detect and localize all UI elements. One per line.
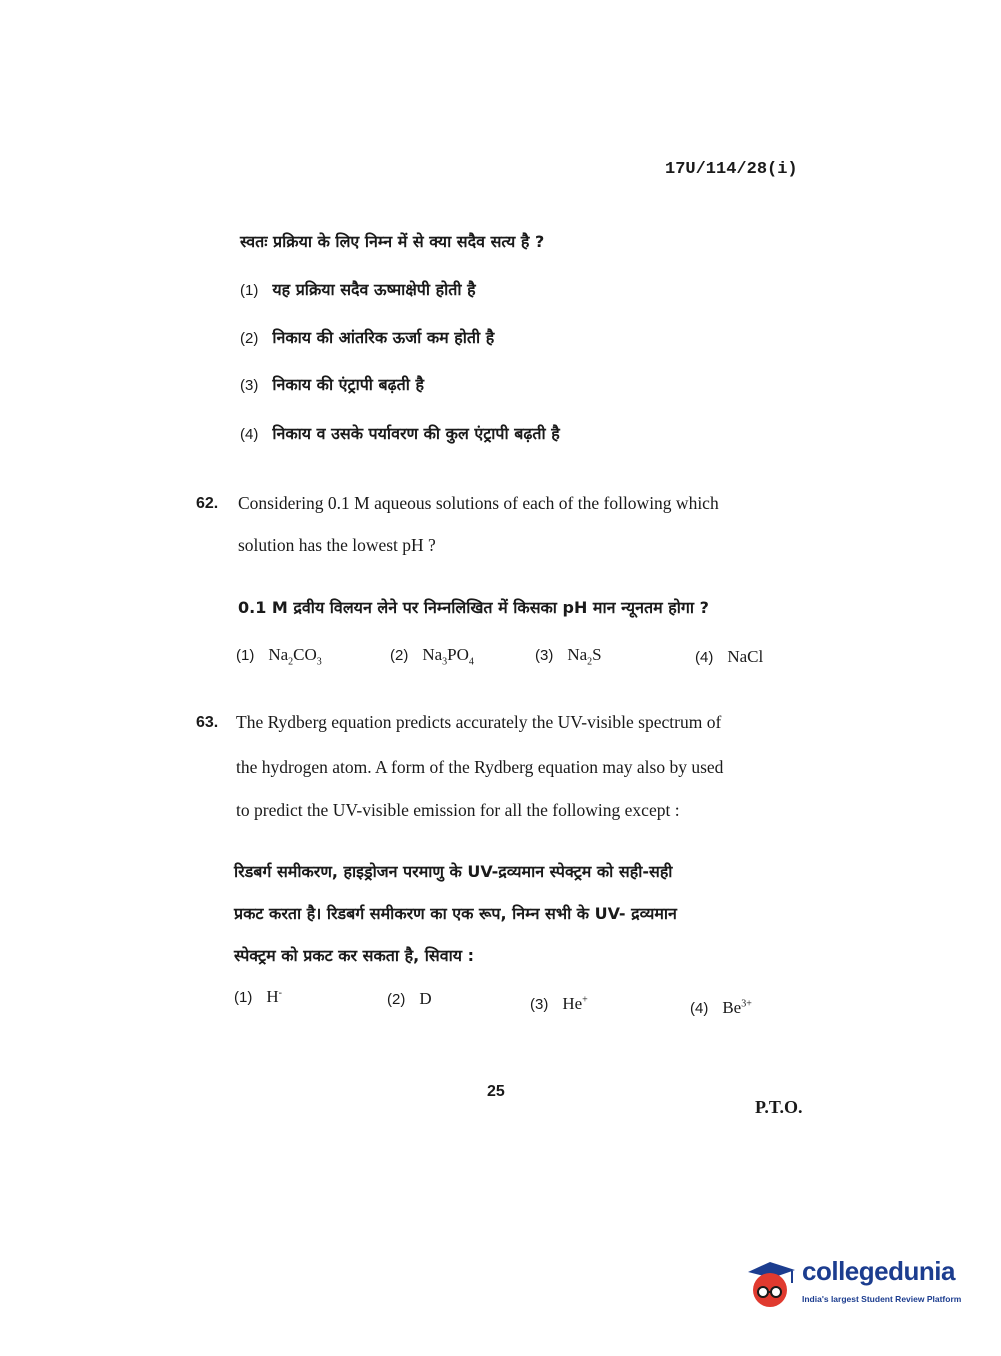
option-number: (4) bbox=[690, 1000, 709, 1017]
q63-option-1 bbox=[234, 987, 282, 1007]
page-number: 25 bbox=[487, 1083, 505, 1100]
formula-base: Na bbox=[268, 645, 289, 664]
q61-hindi-stem: स्वतः प्रक्रिया के लिए निम्न में से क्या सदैव सत्य है ? bbox=[240, 232, 545, 251]
q63-option-2 bbox=[387, 989, 432, 1009]
q62-english-line-1: Considering 0.1 M aqueous solutions of each of the following which bbox=[238, 493, 719, 513]
formula-mid: S bbox=[592, 645, 602, 664]
species: Be bbox=[722, 998, 742, 1017]
formula-sub: 3 bbox=[316, 656, 322, 668]
student-mascot-icon bbox=[740, 1250, 800, 1315]
option-number: (3) bbox=[530, 996, 549, 1013]
species-charge: + bbox=[582, 994, 588, 1006]
q62-hindi-line: 0.1 M द्रवीय विलयन लेने पर निम्नलिखित में किसका pH मान न्यूनतम होगा ? bbox=[238, 598, 709, 617]
paper-code: 17U/114/28(i) bbox=[665, 160, 798, 179]
q63-english-line-1: The Rydberg equation predicts accurately the UV-visible spectrum of bbox=[236, 712, 722, 732]
q62-option-2 bbox=[390, 645, 474, 667]
formula-mid: PO bbox=[447, 645, 469, 664]
option-text: निकाय की आंतरिक ऊर्जा कम होती है bbox=[272, 328, 495, 347]
species-charge: 3+ bbox=[741, 998, 752, 1010]
option-number: (1) bbox=[234, 989, 253, 1006]
pto-label: P.T.O. bbox=[755, 1097, 803, 1117]
formula-sub: 4 bbox=[468, 656, 474, 668]
q62-english-line-2: solution has the lowest pH ? bbox=[238, 535, 436, 555]
option-number: (4) bbox=[695, 649, 714, 666]
option-text: निकाय व उसके पर्यावरण की कुल एंट्रापी बढ़ती है bbox=[272, 424, 560, 443]
q61-option-1 bbox=[240, 278, 476, 300]
option-number: (3) bbox=[240, 377, 259, 394]
q62-number: 62. bbox=[196, 495, 219, 512]
species: H bbox=[266, 987, 279, 1006]
q63-english-line-2: the hydrogen atom. A form of the Rydberg equation may also by used bbox=[236, 757, 724, 777]
formula-sub: 3 bbox=[442, 656, 448, 668]
q61-option-3 bbox=[240, 373, 424, 395]
formula-base: NaCl bbox=[727, 647, 764, 666]
species-charge: - bbox=[278, 987, 282, 999]
q61-option-4 bbox=[240, 422, 560, 444]
species: D bbox=[419, 989, 432, 1008]
option-number: (3) bbox=[535, 647, 554, 664]
option-number: (1) bbox=[240, 282, 259, 299]
q63-option-3 bbox=[530, 994, 588, 1014]
q63-english-line-3: to predict the UV-visible emission for all the following except : bbox=[236, 800, 680, 820]
q62-option-1 bbox=[236, 645, 322, 667]
option-number: (4) bbox=[240, 426, 259, 443]
q62-option-4 bbox=[695, 647, 763, 667]
collegedunia-watermark bbox=[740, 1250, 970, 1320]
formula-sub: 2 bbox=[288, 656, 294, 668]
q61-option-2 bbox=[240, 326, 494, 348]
option-number: (2) bbox=[240, 330, 259, 347]
q63-hindi-line-3: स्पेक्ट्रम को प्रकट कर सकता है, सिवाय : bbox=[234, 946, 474, 965]
option-text: यह प्रक्रिया सदैव ऊष्माक्षेपी होती है bbox=[272, 280, 476, 299]
q63-hindi-line-1: रिडबर्ग समीकरण, हाइड्रोजन परमाणु के UV-द्रव्यमान स्पेक्ट्रम को सही-सही bbox=[234, 862, 673, 881]
option-text: निकाय की एंट्रापी बढ़ती है bbox=[272, 375, 424, 394]
q63-hindi-line-2: प्रकट करता है। रिडबर्ग समीकरण का एक रूप, निम्न सभी के UV- द्रव्यमान bbox=[234, 904, 677, 923]
species: He bbox=[562, 994, 583, 1013]
q62-option-3 bbox=[535, 645, 602, 667]
option-number: (2) bbox=[387, 991, 406, 1008]
formula-sub: 2 bbox=[587, 656, 593, 668]
formula-base: Na bbox=[567, 645, 588, 664]
q63-number: 63. bbox=[196, 714, 219, 731]
formula-mid: CO bbox=[293, 645, 317, 664]
brand-name: collegedunia bbox=[802, 1256, 955, 1286]
formula-base: Na bbox=[422, 645, 443, 664]
q63-option-4 bbox=[690, 998, 752, 1018]
brand-tagline: India's largest Student Review Platform bbox=[802, 1294, 962, 1304]
option-number: (1) bbox=[236, 647, 255, 664]
option-number: (2) bbox=[390, 647, 409, 664]
